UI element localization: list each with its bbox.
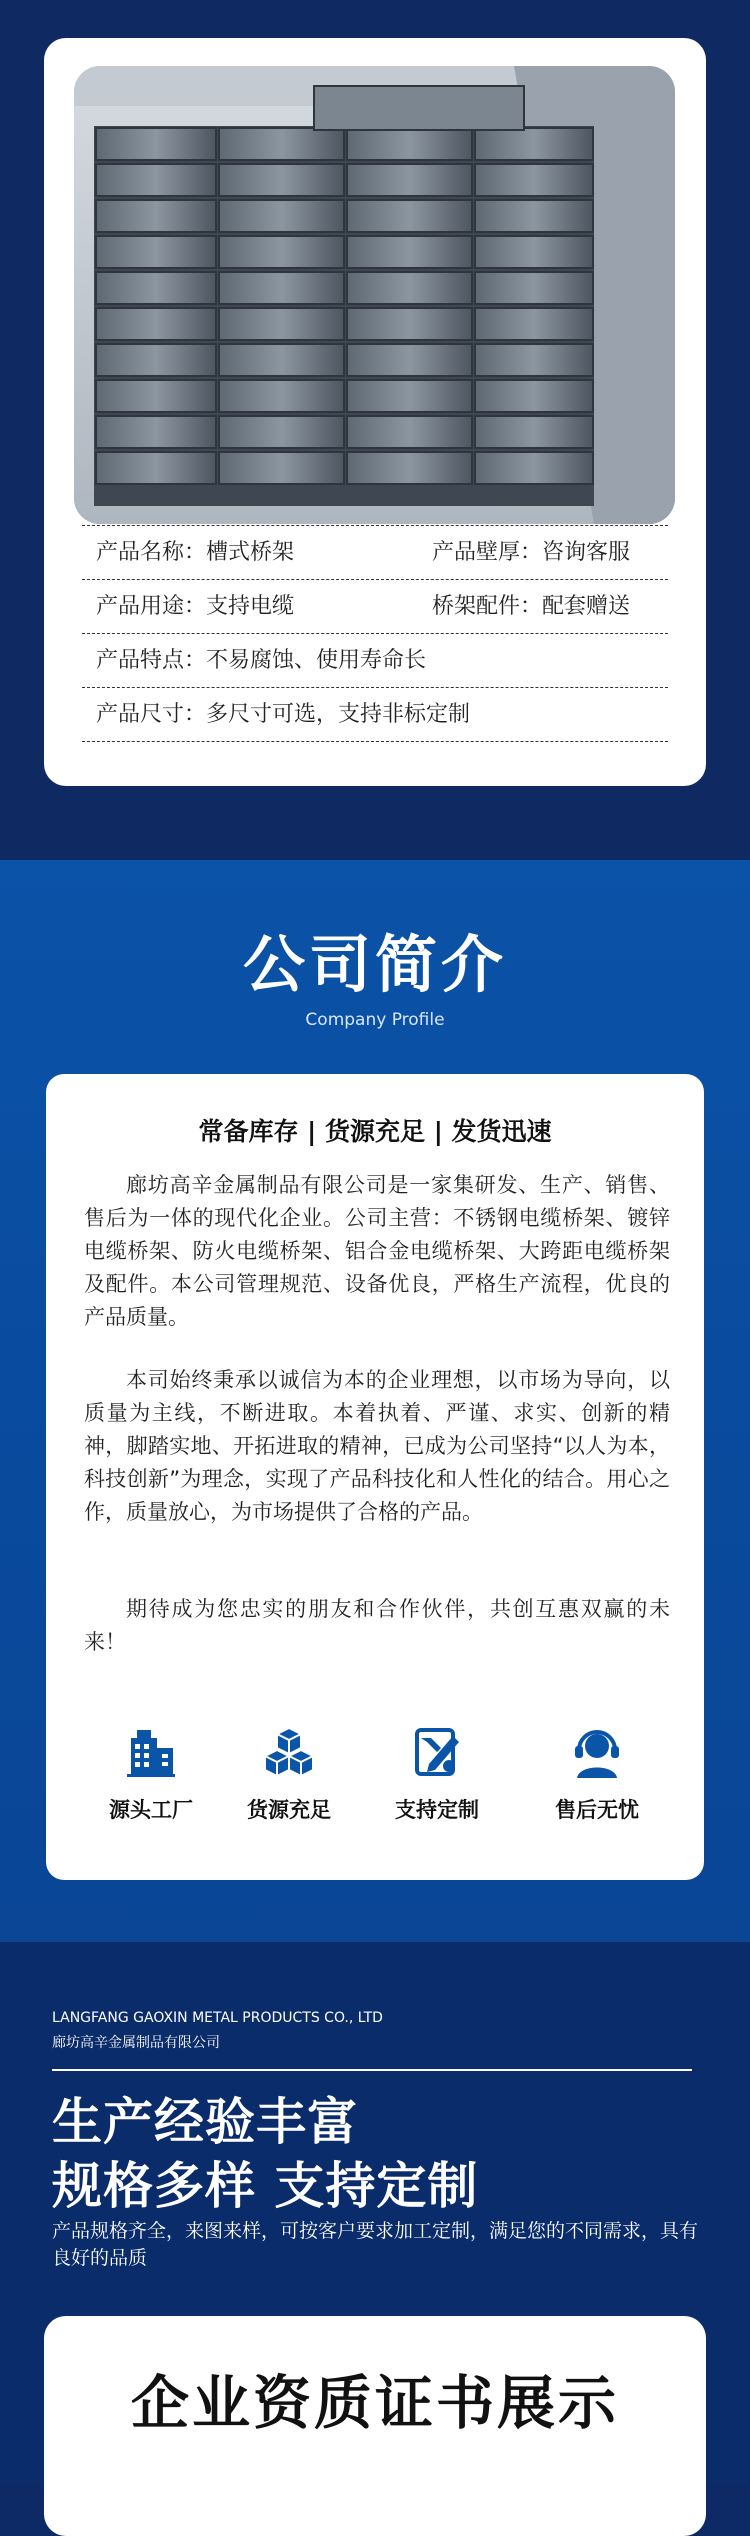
profile-paragraph: 廊坊高辛金属制品有限公司是一家集研发、生产、销售、售后为一体的现代化企业。公司主营：不锈钢电缆桥架、镀锌电缆桥架、防火电缆桥架、铝合金电缆桥架、大跨距电缆桥架及配件。本公司管理规范、设备优良，严格生产流程，优良的产品质量。 <box>84 1173 670 1329</box>
product-section <box>0 0 750 860</box>
certificate-title: 企业资质证书展示 <box>130 2369 619 2437</box>
product-card <box>44 38 706 786</box>
spec-row <box>82 633 668 687</box>
feature-item <box>362 1724 512 1824</box>
feature-label: 货源充足 <box>247 1798 331 1822</box>
feature-list <box>76 1724 674 1844</box>
headset-support-icon <box>569 1724 625 1780</box>
profile-paragraph: 期待成为您忠实的朋友和合作伙伴，共创互惠双赢的未来！ <box>84 1597 670 1654</box>
divider <box>52 2069 692 2071</box>
feature-label: 支持定制 <box>395 1798 479 1822</box>
profile-title: 公司简介 <box>242 928 507 1001</box>
company-profile-section <box>0 860 750 1942</box>
spec-row <box>82 579 668 633</box>
building-icon <box>123 1724 179 1780</box>
profile-card <box>46 1074 704 1880</box>
spec-features: 产品特点：不易腐蚀、使用寿命长 <box>96 648 427 673</box>
banner-description: 产品规格齐全，来图来样，可按客户要求加工定制，满足您的不同需求，具有良好的品质 <box>52 2220 699 2269</box>
feature-label: 源头工厂 <box>109 1798 193 1822</box>
product-photo <box>74 66 675 524</box>
feature-item <box>522 1724 672 1824</box>
feature-item <box>214 1724 364 1824</box>
spec-thickness: 产品壁厚：咨询客服 <box>432 540 631 565</box>
customize-tools-icon <box>409 1724 465 1780</box>
spec-size: 产品尺寸：多尺寸可选，支持非标定制 <box>96 702 471 727</box>
spec-usage: 产品用途：支持电缆 <box>96 594 295 619</box>
feature-label: 售后无忧 <box>555 1798 639 1822</box>
banner-headline: 规格多样 支持定制 <box>52 2157 479 2215</box>
experience-banner <box>0 1942 750 2483</box>
spec-row <box>82 687 668 742</box>
spec-row <box>82 525 668 579</box>
spec-table <box>82 525 668 742</box>
profile-headline: 常备库存 | 货源充足 | 发货迅速 <box>198 1117 552 1146</box>
profile-paragraph: 本司始终秉承以诚信为本的企业理想，以市场为导向，以质量为主线，不断进取。本着执着、严谨、求实、创新的精神，脚踏实地、开拓进取的精神，已成为公司坚持“以人为本，科技创新”为理念，实现了产品科技化和人性化的结合。用心之作，质量放心，为市场提供了合格的产品。 <box>84 1368 670 1524</box>
spec-accessories: 桥架配件：配套赠送 <box>432 594 631 619</box>
boxes-icon <box>261 1724 317 1780</box>
profile-subtitle: Company Profile <box>305 1010 445 1030</box>
feature-item <box>76 1724 226 1824</box>
company-name-en: LANGFANG GAOXIN METAL PRODUCTS CO., LTD <box>52 2010 383 2026</box>
banner-headline: 生产经验丰富 <box>52 2093 358 2151</box>
spec-name: 产品名称：槽式桥架 <box>96 540 295 565</box>
company-name-cn: 廊坊高辛金属制品有限公司 <box>52 2035 220 2051</box>
certificate-card <box>44 2316 706 2536</box>
